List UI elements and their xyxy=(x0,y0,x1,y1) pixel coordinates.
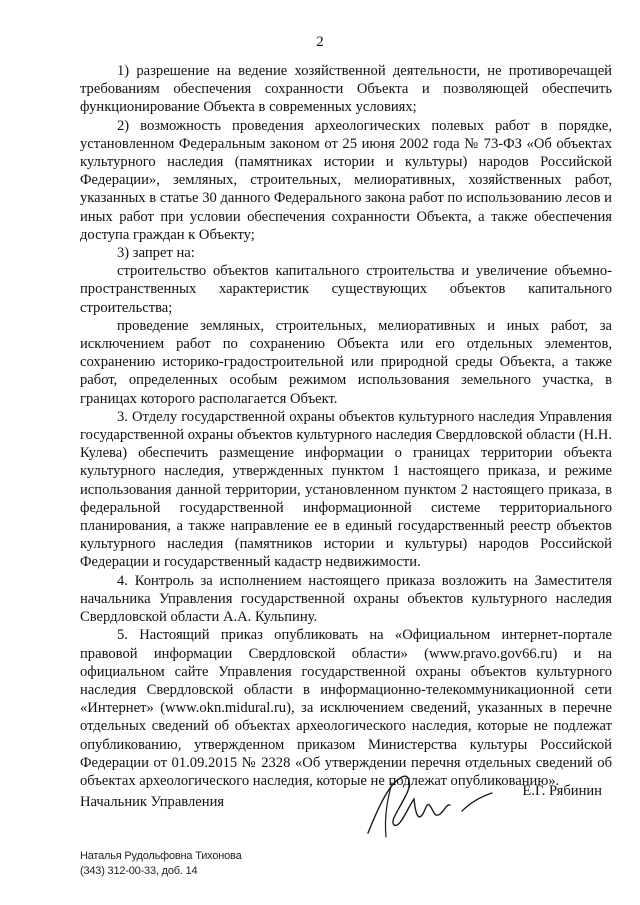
paragraph-point-4: 4. Контроль за исполнением настоящего приказа возложить на Заместителя начальника Управления государственной охраны объектов культурного наследия Свердловской области А.А. Кульпину. xyxy=(80,572,612,626)
executor-name: Наталья Рудольфовна Тихонова xyxy=(80,850,242,862)
executor-info xyxy=(80,849,242,879)
paragraph-item-2: 2) возможность проведения археологических полевых работ в порядке, установленном Федеральным законом от 25 июня 2002 года № 73-ФЗ «Об объектах культурного наследия (памятниках истории и культуры) народов Российской Федерации», земляных, строительных, мелиоративных, хозяйственных работ, указанных в статье 30 данного Федерального закона работ по использованию лесов и иных работ при условии обеспечения сохранности Объекта, а также обеспечения доступа граждан к Объекту; xyxy=(80,117,612,243)
signatory-position: Начальник Управления xyxy=(80,794,225,810)
paragraph-construction-ban: строительство объектов капитального строительства и увеличение объемно-пространственных характеристик существующих объектов капитального строительства; xyxy=(80,263,612,316)
paragraph-point-5: 5. Настоящий приказ опубликовать на «Официальном интернет-портале правовой информации Свердловской области» (www.pravo.gov66.ru) и на официальном сайте Управления государственной охраны объектов культурного наследия Свердловской области в информационно-телекоммуникационной сети «Интернет» (www.okn.midural.ru), за исключением сведений, указанных в перечне отдельных сведений об объектах археологического наследия, которые не подлежат опубликованию, утвержденном приказом Министерства культуры Российской Федерации от 01.09.2015 № 2328 «Об утверждении перечня отдельных сведений об объектах археологического наследия, которые не подлежат опубликованию». xyxy=(80,627,612,789)
document-body xyxy=(80,62,612,790)
executor-phone: (343) 312-00-33, доб. 14 xyxy=(80,865,198,877)
paragraph-item-3: 3) запрет на: xyxy=(117,245,195,262)
paragraph-item-1: 1) разрешение на ведение хозяйственной деятельности, не противоречащей требованиям обеспечения сохранности Объекта и позволяющей обеспечить функционирование Объекта в современных условиях; xyxy=(80,63,612,116)
paragraph-point-3: 3. Отделу государственной охраны объектов культурного наследия Управления государственной охраны объектов культурного наследия Свердловской области (Н.Н. Кулева) обеспечить размещение информации о границах территории объекта культурного наследия, утвержденных пунктом 1 настоящего приказа, и режиме использования данной территории, установленном пунктом 2 настоящего приказа, в федеральной государственной информационной системе территориального планирования, а также направление ее в единый государственный реестр объектов культурного наследия (памятников истории и культуры) народов Российской Федерации и государственный кадастр недвижимости. xyxy=(80,408,612,571)
paragraph-works-ban: проведение земляных, строительных, мелиоративных и иных работ, за исключением работ по сохранению Объекта или его отдельных элементов, сохранению историко-градостроительной или природной среды Объекта, а также работ, определенных особым режимом использования земельного участка, в границах которого располагается Объект. xyxy=(80,317,612,407)
handwritten-signature xyxy=(350,763,500,853)
signatory-name: Е.Г. Рябинин xyxy=(522,783,602,799)
page-number: 2 xyxy=(316,34,324,50)
signature-block xyxy=(80,783,612,843)
